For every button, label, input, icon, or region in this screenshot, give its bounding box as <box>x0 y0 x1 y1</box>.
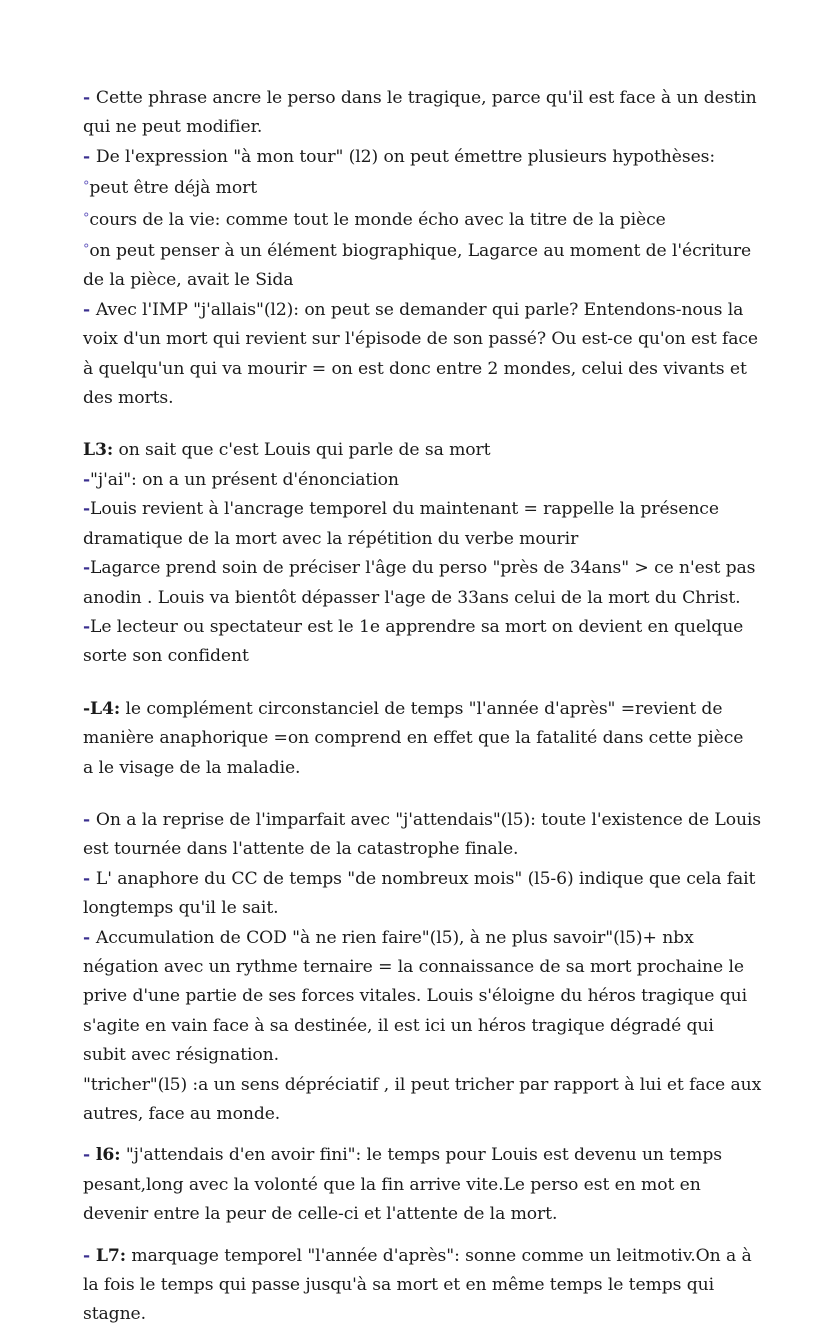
line-text: des morts. <box>83 388 174 409</box>
line-text: autres, face au monde. <box>83 1104 281 1124</box>
line-label: L7: <box>95 1245 127 1266</box>
line-text: s'agite en vain face à sa destinée, il est ici un héros tragique dégradé qui <box>83 1015 714 1036</box>
text-line <box>83 143 758 172</box>
line-text: Accumulation de COD "à ne rien faire"(l5), à ne plus savoir"(l5)+ nbx <box>95 927 694 948</box>
text-line <box>83 724 758 753</box>
text-line <box>83 894 758 923</box>
line-text: on peut penser à un élément biographique, Lagarce au moment de l'écriture <box>89 241 752 262</box>
line-text: à quelqu'un qui va mourir = on est donc entre 2 mondes, celui des vivants et <box>83 358 747 379</box>
text-line <box>83 1271 758 1300</box>
text-line <box>83 355 758 384</box>
text-line <box>83 1171 758 1200</box>
line-text: négation avec un rythme ternaire = la connaissance de sa mort prochaine le <box>83 956 744 977</box>
text-line <box>83 1100 758 1129</box>
line-text: devenir entre la peur de celle-ci et l'attente de la mort. <box>83 1204 558 1225</box>
bullet-dash: - <box>83 868 96 889</box>
line-text: voix d'un mort qui revient sur l'épisode de son passé? Ou est-ce qu'on est face <box>83 329 758 350</box>
bullet-dash: - <box>83 616 91 637</box>
text-line <box>83 1041 758 1070</box>
text-line <box>83 754 758 783</box>
line-text: "j'attendais d'en avoir fini": le temps pour Louis est devenu un temps <box>120 1145 722 1166</box>
line-text: manière anaphorique =on comprend en effet que la fatalité dans cette pièce <box>83 728 744 749</box>
paragraph-l3 <box>83 436 758 671</box>
line-text: pesant,long avec la volonté que la fin arrive vite.Le perso est en mot en <box>83 1174 701 1195</box>
paragraph-l7 <box>83 1242 758 1330</box>
bullet-dash: - <box>83 558 91 579</box>
degree-bullet: ° <box>83 242 90 258</box>
text-line <box>83 296 758 325</box>
text-line <box>83 642 758 671</box>
text-line <box>83 953 758 982</box>
bullet-dash: - <box>83 499 91 520</box>
line-text: anodin . Louis va bientôt dépasser l'age de 33ans celui de la mort du Christ. <box>83 587 741 608</box>
bullet-dash: - <box>83 299 96 320</box>
text-line <box>83 84 758 113</box>
line-text: stagne. <box>83 1304 146 1325</box>
line-text: de la pièce, avait le Sida <box>83 270 294 291</box>
text-line <box>83 113 758 142</box>
text-line <box>83 1012 758 1041</box>
degree-bullet: ° <box>83 210 90 226</box>
line-text: Avec l'IMP "j'allais"(l2): on peut se demander qui parle? Entendons-nous la <box>95 299 744 320</box>
text-line <box>83 525 758 554</box>
line-text: De l'expression "à mon tour" (l2) on peut émettre plusieurs hypothèses: <box>95 146 716 167</box>
text-line <box>83 172 758 203</box>
text-line <box>83 865 758 894</box>
line-text: est tournée dans l'attente de la catastrophe finale. <box>83 839 519 860</box>
line-text: sorte son confident <box>83 646 249 667</box>
line-text: subit avec résignation. <box>83 1045 279 1066</box>
text-line <box>83 1071 762 1100</box>
bullet-dash: - <box>83 88 96 108</box>
line-text: L' anaphore du CC de temps "de nombreux mois" (l5-6) indique que cela fait <box>95 868 756 889</box>
text-line <box>83 384 758 413</box>
text-line <box>83 806 762 835</box>
line-text: on sait que c'est Louis qui parle de sa mort <box>113 440 491 461</box>
line-text: Cette phrase ancre le perso dans le tragique, parce qu'il est face à un destin <box>95 88 757 108</box>
line-text: le complément circonstanciel de temps "l'année d'après" =revient de <box>120 698 723 719</box>
text-line <box>83 436 758 465</box>
bullet-dash: - <box>83 809 96 830</box>
text-line <box>83 1141 758 1170</box>
text-line <box>83 695 758 724</box>
line-label: l6: <box>95 1145 121 1166</box>
paragraph-l4 <box>83 695 758 783</box>
bullet-dash: - <box>83 469 91 490</box>
text-line <box>83 924 758 953</box>
text-line <box>83 235 758 266</box>
degree-bullet: ° <box>83 179 90 195</box>
text-line <box>83 554 758 583</box>
line-text: prive d'une partie de ses forces vitales. Louis s'éloigne du héros tragique qui <box>83 986 748 1007</box>
line-text: On a la reprise de l'imparfait avec "j'attendais"(l5): toute l'existence de Louis <box>95 809 762 830</box>
line-text: peut être déjà mort <box>89 178 258 199</box>
line-text: Louis revient à l'ancrage temporel du maintenant = rappelle la présence <box>90 499 719 520</box>
text-line <box>83 495 758 524</box>
text-line <box>83 1200 758 1229</box>
bullet-dash: - <box>83 1145 96 1166</box>
text-line <box>83 204 758 235</box>
text-line <box>83 1300 758 1329</box>
text-line <box>83 266 758 295</box>
bullet-dash: - <box>83 927 96 948</box>
line-text: la fois le temps qui passe jusqu'à sa mort et en même temps le temps qui <box>83 1275 715 1296</box>
text-line <box>83 584 758 613</box>
text-line <box>83 325 758 354</box>
line-label: L3: <box>83 440 114 461</box>
line-text: a le visage de la maladie. <box>83 757 301 778</box>
paragraph-destin <box>83 84 758 413</box>
paragraph-l6 <box>83 1141 758 1229</box>
line-text: longtemps qu'il le sait. <box>83 898 279 919</box>
line-text: qui ne peut modifier. <box>83 117 263 138</box>
line-text: dramatique de la mort avec la répétition du verbe mourir <box>83 528 579 549</box>
line-text: cours de la vie: comme tout le monde écho avec la titre de la pièce <box>89 209 666 230</box>
line-text: "j'ai": on a un présent d'énonciation <box>90 469 399 490</box>
text-line <box>83 1242 758 1271</box>
text-line <box>83 613 758 642</box>
line-text: marquage temporel "l'année d'après": sonne comme un leitmotiv.On a à <box>126 1245 752 1266</box>
text-line <box>83 466 758 495</box>
bullet-dash: - <box>83 1245 96 1266</box>
paragraph-l5 <box>83 806 762 1129</box>
text-line <box>83 982 758 1011</box>
line-text: "tricher"(l5) :a un sens dépréciatif , il peut tricher par rapport à lui et face aux <box>83 1074 762 1095</box>
line-label: -L4: <box>83 698 121 719</box>
text-line <box>83 835 758 864</box>
bullet-dash: - <box>83 146 96 167</box>
line-text: Lagarce prend soin de préciser l'âge du perso "près de 34ans" > ce n'est pas <box>90 558 756 579</box>
line-text: Le lecteur ou spectateur est le 1e apprendre sa mort on devient en quelque <box>90 616 744 637</box>
